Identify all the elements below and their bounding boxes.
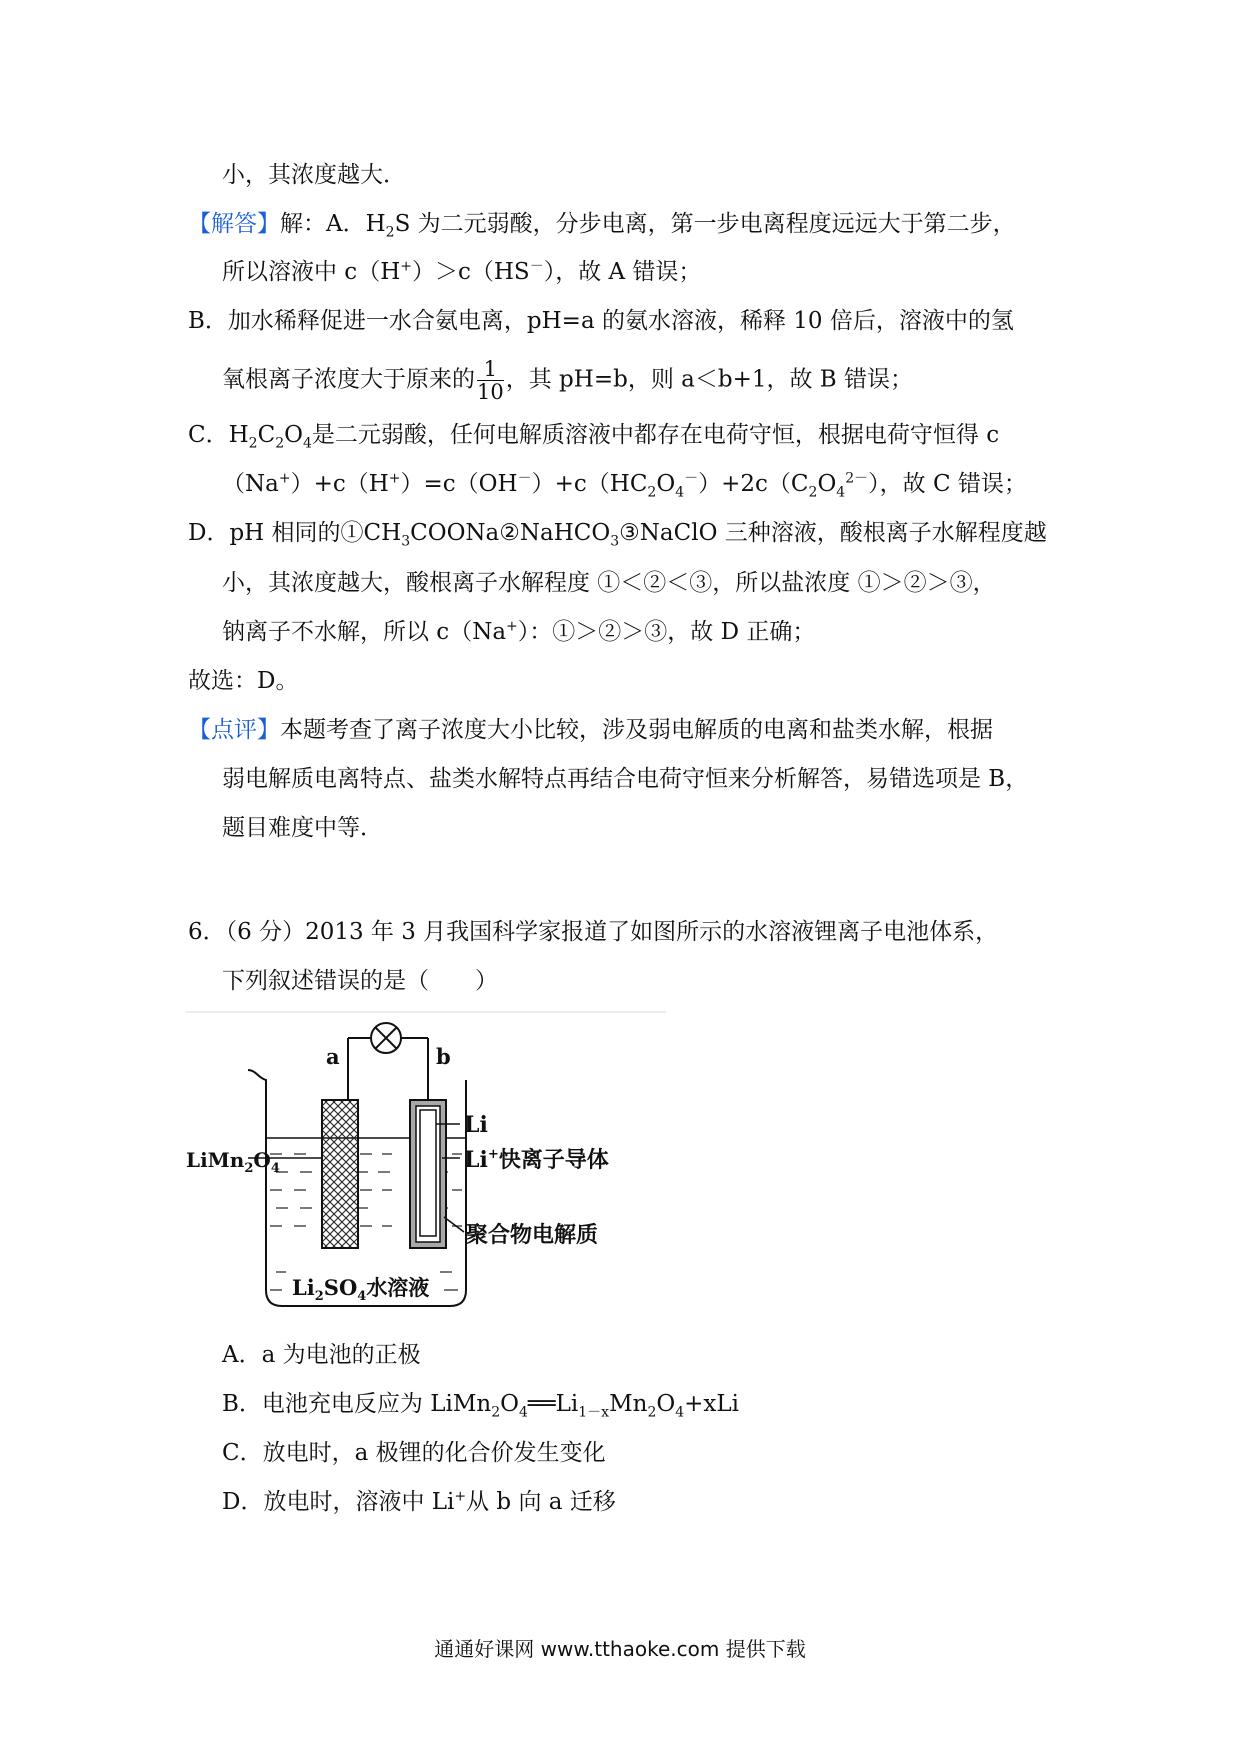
option-c: C．放电时，a 极锂的化合价发生变化: [222, 1440, 606, 1466]
label-b: b: [436, 1044, 451, 1069]
text-line: $(Na^+)+c(H^+)=c(OH^-)+c(HC_2O_4^-)+2c(C_2O_4^{2-})$，故 C 错误；: [222, 470, 1027, 501]
text-line: 下列叙述错误的是（ ）: [222, 968, 498, 994]
question-6-stem: 6．（6 分）2013 年 3 月我国科学家报道了如图所示的水溶液锂离子电池体系，: [188, 919, 999, 945]
answer-section: 【解答】解：A．$H_2S$ 为二元弱酸，分步电离，第一步电离程度远远大于第二步，: [188, 211, 1016, 241]
option-c-explanation: C．$H_2C_2O_4$是二元弱酸，任何电解质溶液中都存在电荷守恒，根据电荷守恒得 c: [188, 422, 1000, 452]
option-b-explanation: B．加水稀释促进一水合氨电离，pH=a 的氨水溶液，稀释 10 倍后，溶液中的氢: [188, 308, 1014, 334]
option-a: A．a 为电池的正极: [222, 1342, 421, 1368]
option-d: D．放电时，溶液中 Li+从 b 向 a 迁移: [222, 1488, 616, 1515]
text-line: 所以溶液中 c（H+）＞c（HS－），故 A 错误；: [222, 258, 702, 285]
footer-text: 通通好课网 www.tthaoke.com 提供下载: [434, 1637, 806, 1661]
answer-tag: 【解答】: [188, 211, 280, 237]
comment-tag: 【点评】: [188, 717, 280, 743]
option-d-explanation: D．pH 相同的$①CH_3COONa②NaHCO_3③NaClO$ 三种溶液，酸根离子水解程度越: [188, 520, 1047, 550]
text-line: 钠离子不水解，所以 c（Na+）：①＞②＞③，故 D 正确；: [222, 618, 816, 645]
footer: [0, 1633, 1240, 1662]
label-conductor: Li+快离子导体: [464, 1147, 609, 1173]
text-line: 弱电解质电离特点、盐类水解特点再结合电荷守恒来分析解答，易错选项是 B，: [222, 766, 1029, 792]
label-polymer-electrolyte: 聚合物电解质: [466, 1222, 599, 1248]
lamp-icon: [371, 1023, 401, 1053]
electrode-a: [322, 1100, 358, 1248]
comment-section: 【点评】本题考查了离子浓度大小比较，涉及弱电解质的电离和盐类水解，根据: [188, 717, 993, 743]
label-li: Li: [464, 1112, 488, 1138]
text-line: 氧根离子浓度大于原来的 $\frac{1}{10}$ ，其 pH=b，则 a＜b+1，故 B 错误；: [222, 357, 913, 404]
label-solution: $Li_2SO_4$水溶液: [292, 1275, 430, 1304]
text-line: 小，其浓度越大．: [222, 162, 406, 188]
label-limn2o4: $LiMn_2O_4$: [186, 1148, 280, 1176]
battery-diagram: [186, 1010, 676, 1321]
label-a: a: [326, 1044, 340, 1069]
text-line: 题目难度中等．: [222, 815, 383, 841]
electrode-b: [410, 1100, 446, 1248]
option-b: B．电池充电反应为 $LiMn_2O_4══Li_{1-x}Mn_2O_4+xLi$: [222, 1391, 740, 1421]
answer-choice: 故选：D。: [188, 668, 299, 694]
fraction: $\frac{1}{10}$: [477, 357, 504, 404]
text-line: 小，其浓度越大，酸根离子水解程度 ①＜②＜③，所以盐浓度 ①＞②＞③，: [222, 570, 996, 596]
